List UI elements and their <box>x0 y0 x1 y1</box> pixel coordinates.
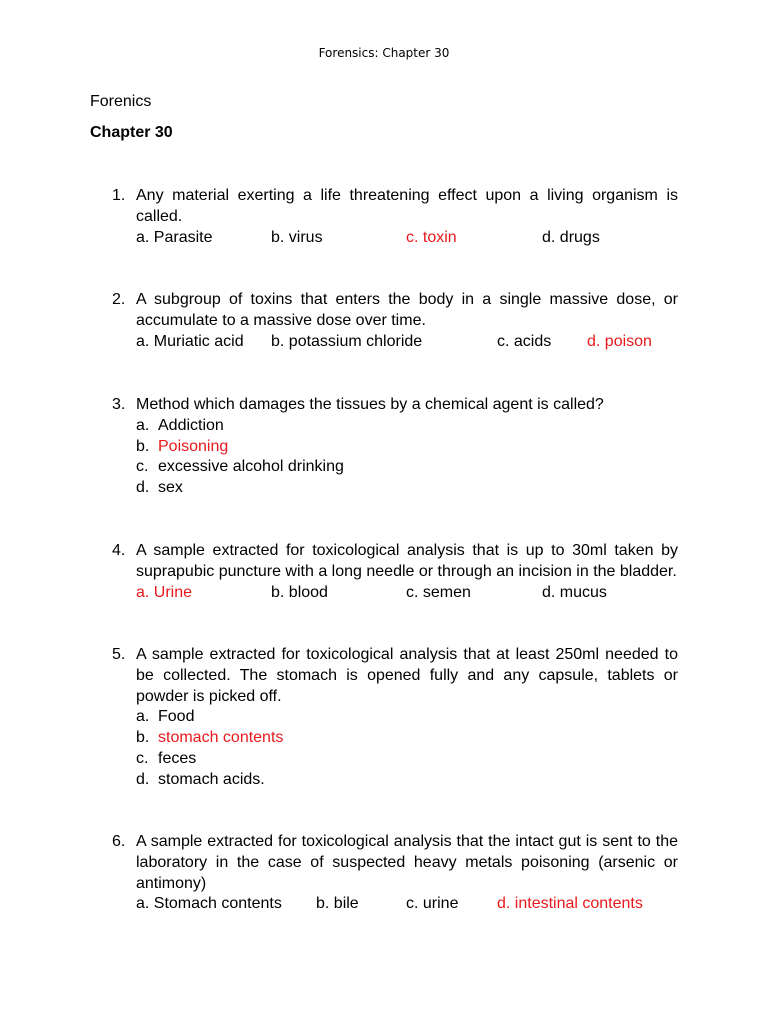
options-row <box>136 332 678 353</box>
option-label-correct: stomach contents <box>158 729 284 747</box>
question-text: A sample extracted for toxicological analysis that at least 250ml needed to be collected. The stomach is opened fully and any capsule, tablets or powder is picked off. <box>136 646 678 705</box>
option-letter: a. <box>136 708 150 726</box>
option-a <box>136 416 678 437</box>
question-number: 4. <box>112 542 126 559</box>
question-number: 1. <box>112 187 126 204</box>
question-text: Any material exerting a life threatening effect upon a living organism is called. <box>136 187 678 225</box>
running-header: Forensics: Chapter 30 <box>318 46 450 60</box>
option-d-correct: d. poison <box>587 332 652 350</box>
question-number: 2. <box>112 291 126 308</box>
option-b: b. virus <box>271 228 323 246</box>
option-a: a. Muriatic acid <box>136 332 244 350</box>
option-b: b. potassium chloride <box>271 332 423 350</box>
option-a: a. Stomach contents <box>136 895 282 913</box>
option-c: c. urine <box>406 895 459 913</box>
option-label: stomach acids. <box>158 770 265 788</box>
question-text: A subgroup of toxins that enters the body in a single massive dose, or accumulate to a massive dose over time. <box>136 291 678 329</box>
option-b <box>136 437 678 458</box>
question-number: 3. <box>112 396 126 413</box>
option-label: Addiction <box>158 416 224 434</box>
option-label: feces <box>158 749 197 767</box>
question-text: A sample extracted for toxicological analysis that the intact gut is sent to the laboratory in the case of suspected heavy metals poisoning (arsenic or antimony) <box>136 833 678 892</box>
option-letter: b. <box>136 729 150 747</box>
option-label: Food <box>158 708 195 726</box>
option-d: d. mucus <box>542 583 607 601</box>
option-letter: b. <box>136 437 150 455</box>
question-number: 6. <box>112 833 126 850</box>
question-1 <box>112 186 678 248</box>
option-letter: d. <box>136 479 150 497</box>
question-6 <box>112 832 678 915</box>
question-5 <box>112 645 678 791</box>
question-3 <box>112 395 678 499</box>
option-d-correct: d. intestinal contents <box>497 895 643 913</box>
option-d <box>136 478 678 499</box>
option-c: c. acids <box>497 332 552 350</box>
option-letter: a. <box>136 416 150 434</box>
question-text: Method which damages the tissues by a chemical agent is called? <box>136 396 604 413</box>
options-row <box>136 228 678 249</box>
option-letter: d. <box>136 770 150 788</box>
question-4 <box>112 541 678 603</box>
option-letter: c. <box>136 749 149 767</box>
chapter-title: Chapter 30 <box>90 124 173 141</box>
option-b: b. blood <box>271 583 328 601</box>
document-title: Forenics <box>90 93 152 110</box>
option-label: sex <box>158 479 183 497</box>
option-b: b. bile <box>316 895 359 913</box>
option-letter: c. <box>136 458 149 476</box>
options-row <box>136 583 678 604</box>
option-d <box>136 770 678 791</box>
option-d: d. drugs <box>542 228 600 246</box>
options-row <box>136 894 678 915</box>
option-c <box>136 457 678 478</box>
option-a: a. Parasite <box>136 228 213 246</box>
question-text: A sample extracted for toxicological analysis that is up to 30ml taken by suprapubic puncture with a long needle or through an incision in the bladder. <box>136 542 678 580</box>
option-label: excessive alcohol drinking <box>158 458 344 476</box>
question-2 <box>112 290 678 352</box>
option-c-correct: c. toxin <box>406 228 457 246</box>
option-c <box>136 749 678 770</box>
question-number: 5. <box>112 646 126 663</box>
option-c: c. semen <box>406 583 471 601</box>
option-a-correct: a. Urine <box>136 583 193 601</box>
option-a <box>136 707 678 728</box>
option-b <box>136 728 678 749</box>
option-label-correct: Poisoning <box>158 437 229 455</box>
